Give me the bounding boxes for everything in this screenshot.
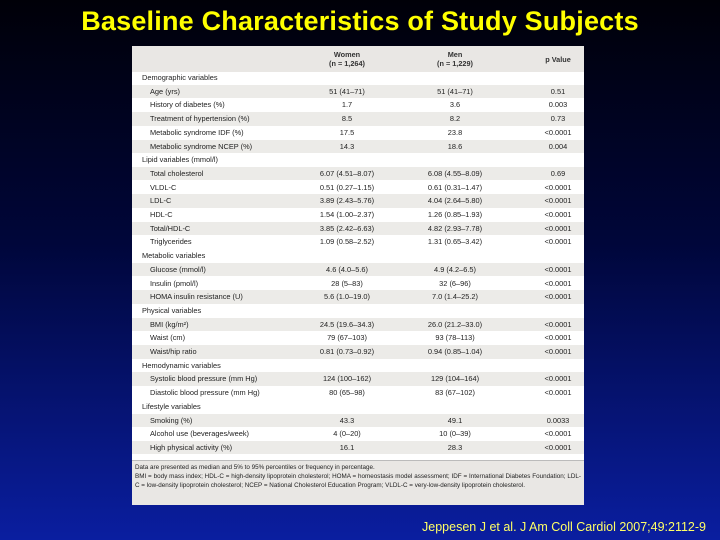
men-value: 28.3 <box>447 442 463 452</box>
men-value: 4.9 (4.2–6.5) <box>434 264 476 274</box>
row-label: Alcohol use (beverages/week) <box>150 429 250 439</box>
women-value: 43.3 <box>339 415 355 425</box>
women-value: 124 (100–162) <box>322 374 372 384</box>
p-value: <0.0001 <box>544 210 572 219</box>
men-value: 0.61 (0.31–1.47) <box>427 182 483 192</box>
table-row <box>132 167 584 181</box>
p-value: 0.003 <box>548 100 568 110</box>
row-label: High physical activity (%) <box>150 442 233 452</box>
men-value: 1.31 (0.65–3.42) <box>427 237 483 247</box>
row-label: Treatment of hypertension (%) <box>150 114 250 124</box>
table-row <box>132 386 584 400</box>
header-women-count: (n = 1,264) <box>329 59 365 68</box>
men-value: 10 (0–39) <box>439 429 471 439</box>
slide-title: Baseline Characteristics of Study Subjects <box>81 6 639 36</box>
women-value: 0.81 (0.73–0.92) <box>319 347 375 356</box>
men-value: 51 (41–71) <box>437 86 473 96</box>
row-label: VLDL-C <box>150 182 177 192</box>
women-value: 4.6 (4.0–5.6) <box>326 264 368 274</box>
section-label: Demographic variables <box>142 73 218 82</box>
section-row <box>132 304 584 318</box>
men-value: 26.0 (21.2–33.0) <box>427 319 483 329</box>
women-value: 3.89 (2.43–5.76) <box>319 196 375 206</box>
men-value: 4.82 (2.93–7.78) <box>427 223 483 233</box>
men-value: 18.6 <box>447 141 463 151</box>
header-women-label: Women <box>333 50 361 59</box>
women-value: 16.1 <box>339 442 355 452</box>
men-value: 23.8 <box>447 127 463 137</box>
men-value: 3.6 <box>449 100 461 110</box>
p-value: 0.0033 <box>546 415 570 425</box>
header-men-label: Men <box>447 50 463 59</box>
table-row <box>132 222 584 236</box>
men-value: 4.04 (2.64–5.80) <box>427 196 483 206</box>
row-label: BMI (kg/m²) <box>150 319 189 329</box>
women-value: 1.54 (1.00–2.37) <box>319 210 375 219</box>
table-row <box>132 427 584 441</box>
table-row <box>132 441 584 455</box>
section-row <box>132 153 584 167</box>
women-value: 14.3 <box>339 141 355 151</box>
row-label: Glucose (mmol/l) <box>150 264 206 274</box>
section-row <box>132 400 584 414</box>
section-label: Metabolic variables <box>142 251 206 261</box>
women-value: 3.85 (2.42–6.63) <box>319 223 375 233</box>
row-label: History of diabetes (%) <box>150 100 225 110</box>
men-value: 93 (78–113) <box>435 333 475 343</box>
men-value: 7.0 (1.4–25.2) <box>431 292 479 302</box>
row-label: Insulin (pmol/l) <box>150 278 199 288</box>
p-value: <0.0001 <box>544 223 572 233</box>
p-value: <0.0001 <box>544 333 572 343</box>
women-value: 8.5 <box>341 114 353 124</box>
table-row <box>132 372 584 386</box>
header-women <box>306 50 388 68</box>
section-row <box>132 249 584 263</box>
row-label: Systolic blood pressure (mm Hg) <box>150 374 258 384</box>
table-row <box>132 181 584 195</box>
women-value: 51 (41–71) <box>329 86 365 96</box>
table-row <box>132 318 584 332</box>
p-value: <0.0001 <box>544 264 572 274</box>
men-value: 49.1 <box>447 415 463 425</box>
p-value: 0.51 <box>550 86 566 96</box>
p-value: 0.004 <box>548 141 568 151</box>
men-value: 1.26 (0.85–1.93) <box>427 210 483 219</box>
section-row <box>132 71 584 85</box>
table-row <box>132 85 584 99</box>
table-row <box>132 112 584 126</box>
table-row <box>132 331 584 345</box>
women-value: 0.51 (0.27–1.15) <box>319 182 375 192</box>
table-row <box>132 126 584 140</box>
men-value: 129 (104–164) <box>430 374 480 384</box>
row-label: Total cholesterol <box>150 168 204 178</box>
row-label: Age (yrs) <box>150 86 180 96</box>
section-label: Lipid variables (mmol/l) <box>142 155 218 165</box>
p-value: <0.0001 <box>544 388 572 398</box>
p-value: 0.73 <box>550 114 566 124</box>
women-value: 5.6 (1.0–19.0) <box>323 292 371 302</box>
section-label: Hemodynamic variables <box>142 360 221 370</box>
table-row <box>132 235 584 249</box>
table-row <box>132 277 584 291</box>
row-label: Diastolic blood pressure (mm Hg) <box>150 388 260 398</box>
row-label: Waist (cm) <box>150 333 186 343</box>
women-value: 1.09 (0.58–2.52) <box>319 237 375 247</box>
table-row <box>132 345 584 359</box>
p-value: <0.0001 <box>544 347 572 356</box>
header-pvalue: p Value <box>545 55 571 64</box>
citation: Jeppesen J et al. J Am Coll Cardiol 2007;49:2112-9 <box>422 520 706 534</box>
row-label: Waist/hip ratio <box>150 347 197 356</box>
section-label: Lifestyle variables <box>142 401 201 411</box>
section-row <box>132 359 584 373</box>
row-label: Triglycerides <box>150 237 192 247</box>
footnote-data-presentation: Data are presented as median and 5% to 95% percentiles or frequency in percentage. <box>135 464 375 471</box>
table-row <box>132 414 584 428</box>
p-value: <0.0001 <box>544 292 572 302</box>
table-row <box>132 208 584 222</box>
baseline-table <box>132 46 584 505</box>
p-value: 0.69 <box>550 168 566 178</box>
p-value: <0.0001 <box>544 127 572 137</box>
p-value: <0.0001 <box>544 442 572 452</box>
men-value: 0.94 (0.85–1.04) <box>427 347 483 356</box>
p-value: <0.0001 <box>544 237 572 247</box>
row-label: Metabolic syndrome IDF (%) <box>150 127 244 137</box>
row-label: HDL-C <box>150 210 173 219</box>
women-value: 17.5 <box>339 127 355 137</box>
women-value: 6.07 (4.51–8.07) <box>319 168 375 178</box>
women-value: 28 (5–83) <box>331 278 363 288</box>
header-men-count: (n = 1,229) <box>437 59 473 68</box>
row-label: LDL-C <box>150 196 172 206</box>
men-value: 6.08 (4.55–8.09) <box>427 168 483 178</box>
section-label: Physical variables <box>142 305 202 315</box>
p-value: <0.0001 <box>544 196 572 206</box>
row-label: Total/HDL-C <box>150 223 191 233</box>
row-label: Smoking (%) <box>150 415 193 425</box>
row-label: Metabolic syndrome NCEP (%) <box>150 141 253 151</box>
table-row <box>132 140 584 154</box>
table-footnotes <box>132 460 584 505</box>
table-row <box>132 290 584 304</box>
table-row <box>132 263 584 277</box>
men-value: 83 (67–102) <box>435 388 475 398</box>
men-value: 32 (6–96) <box>439 278 471 288</box>
women-value: 4 (0–20) <box>333 429 361 439</box>
row-label: HOMA insulin resistance (U) <box>150 292 243 302</box>
women-value: 79 (67–103) <box>327 333 367 343</box>
table-row <box>132 194 584 208</box>
women-value: 80 (65–98) <box>329 388 365 398</box>
p-value: <0.0001 <box>544 429 572 439</box>
table-row <box>132 98 584 112</box>
women-value: 1.7 <box>341 100 353 110</box>
p-value: <0.0001 <box>544 319 572 329</box>
header-men <box>414 50 496 68</box>
p-value: <0.0001 <box>544 278 572 288</box>
men-value: 8.2 <box>449 114 461 124</box>
table-header <box>132 46 584 72</box>
footnote-abbreviations: BMI = body mass index; HDL-C = high-density lipoprotein cholesterol; HOMA = homeostasis model assessment; IDF = International Diabetes Foundation; LDL-C = low-density lipoprotein cholesterol; NCEP = National Cholesterol Education Program; VLDL-C = very-low-density lipoprotein cholesterol. <box>135 473 581 489</box>
p-value: <0.0001 <box>544 374 572 384</box>
women-value: 24.5 (19.6–34.3) <box>319 319 375 329</box>
p-value: <0.0001 <box>544 182 572 192</box>
